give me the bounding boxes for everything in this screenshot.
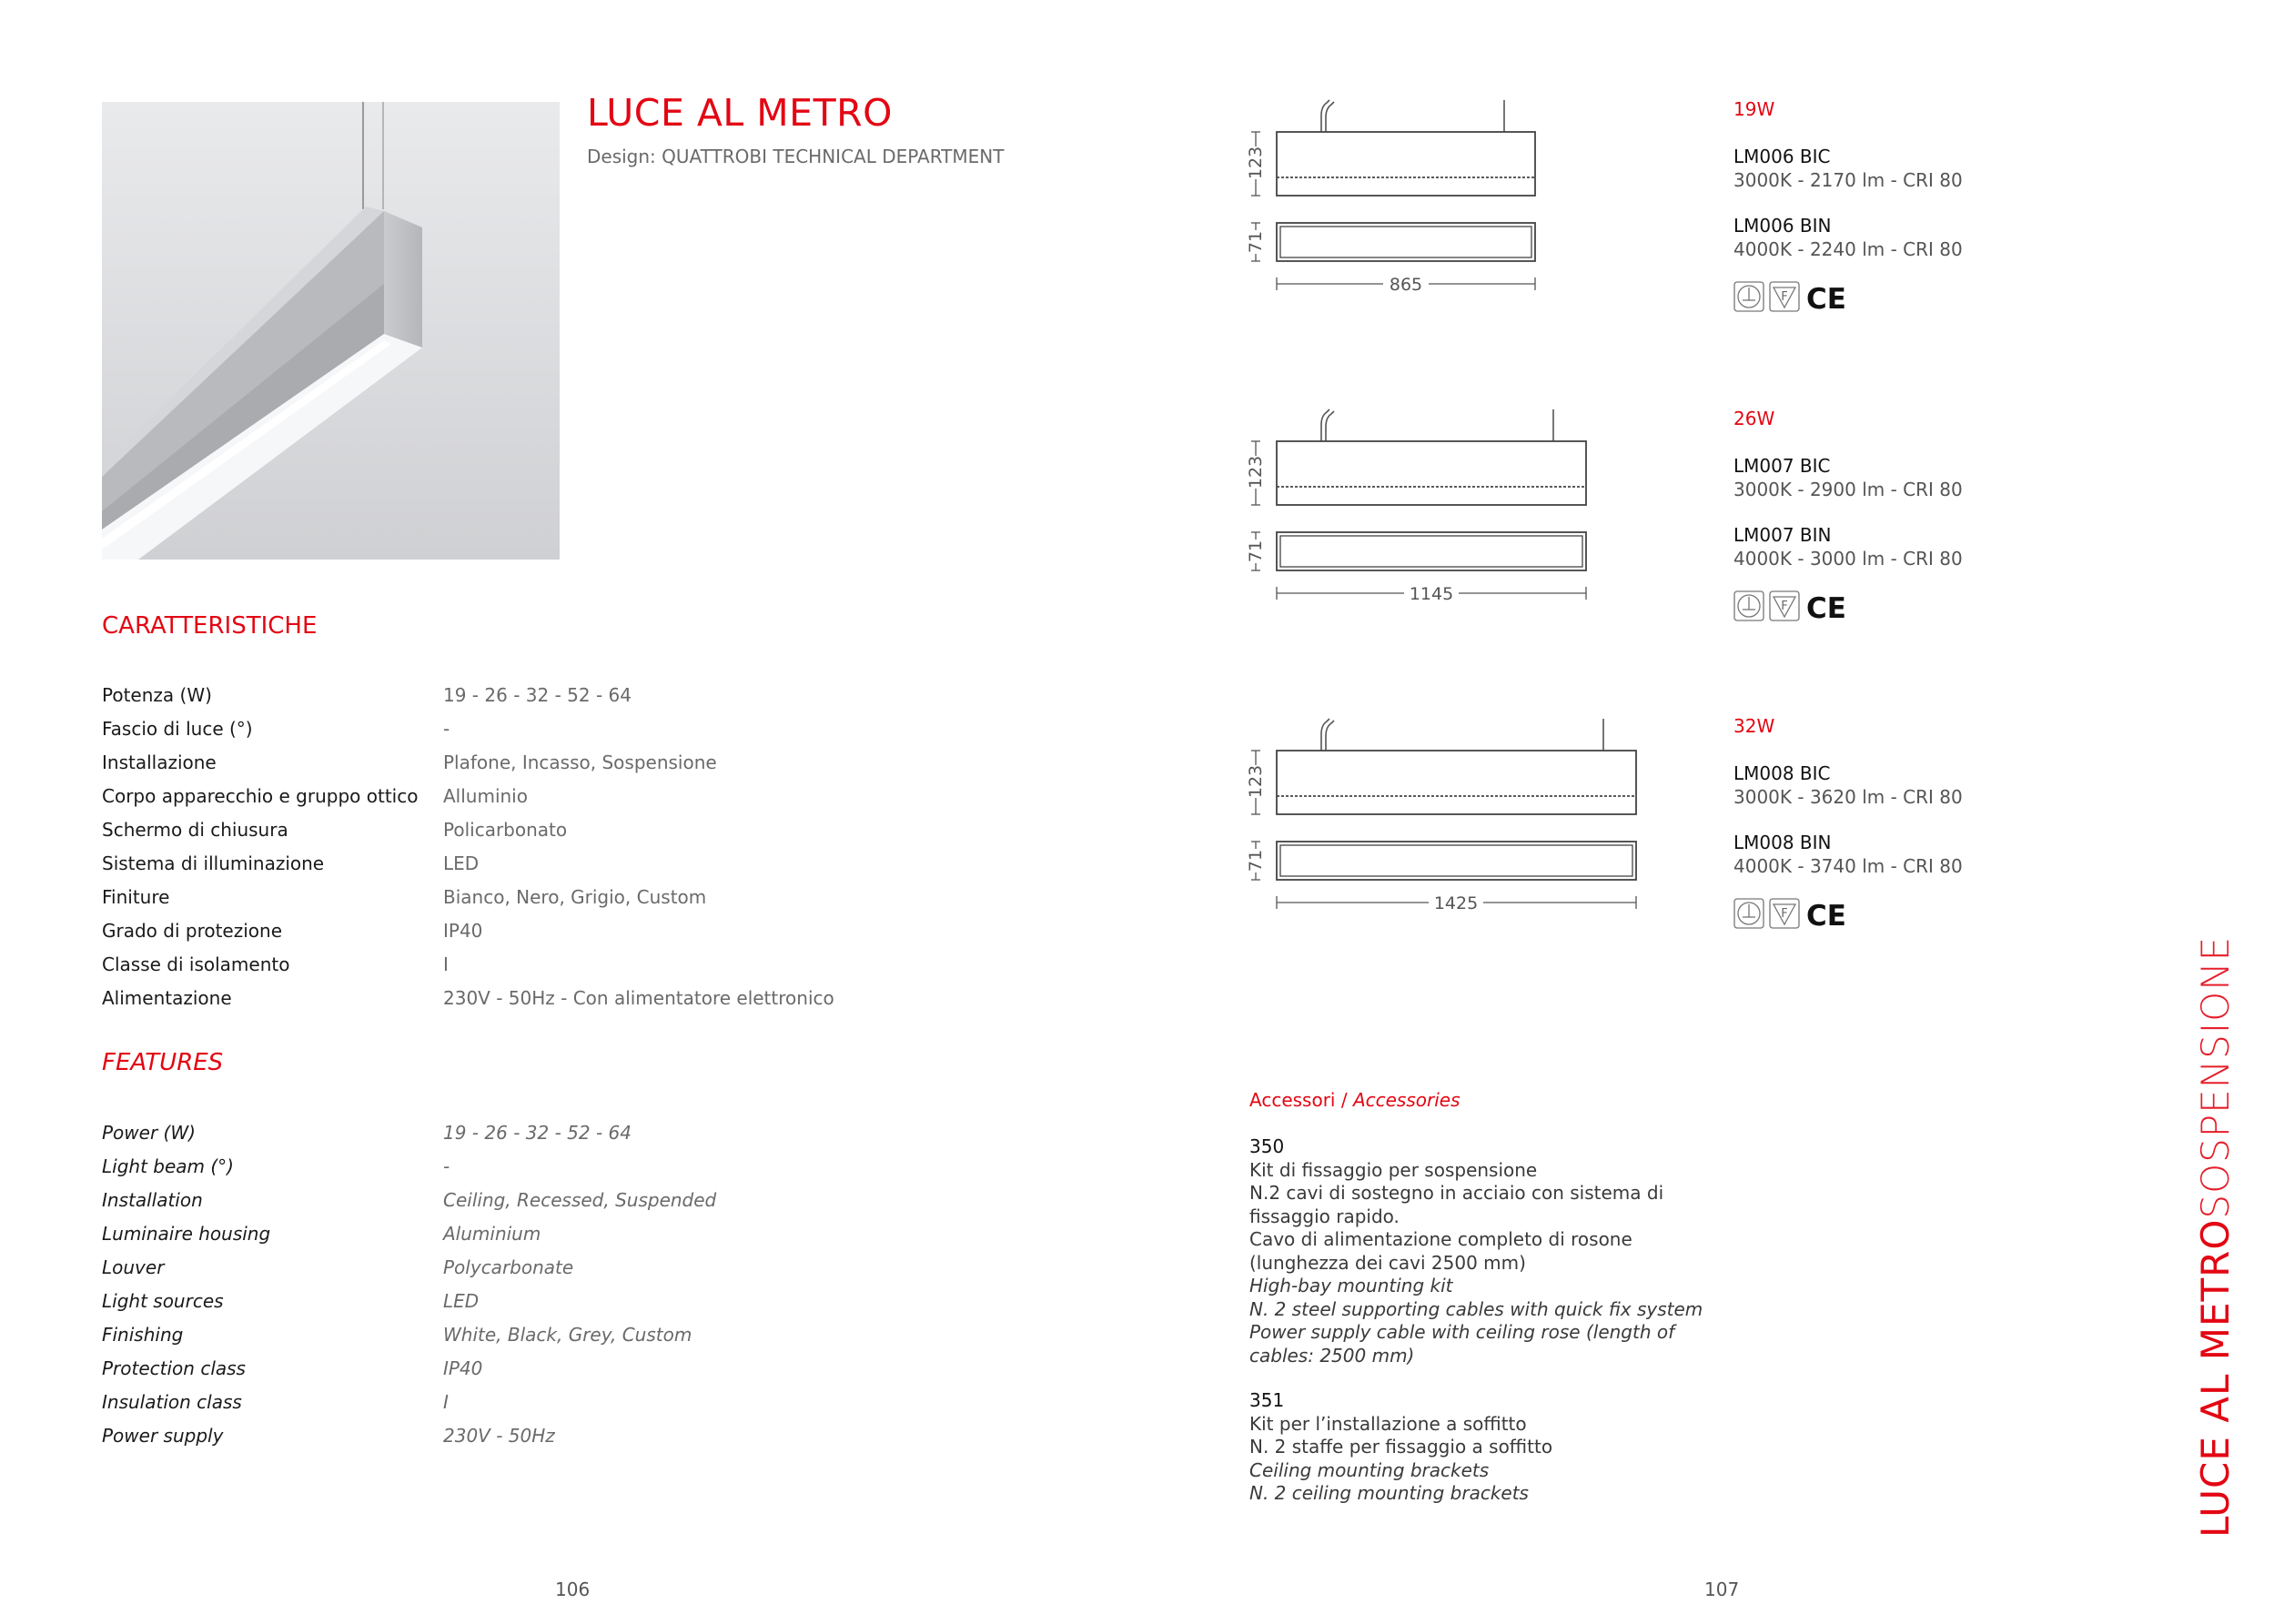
f-mark-icon (1770, 282, 1799, 311)
feature-row-louver (0, 1251, 1092, 1285)
height-dimension: 123 (1246, 455, 1266, 489)
spec-value: I (443, 953, 449, 975)
length-dimension: 1145 (1409, 584, 1454, 604)
feature-value: Polycarbonate (443, 1256, 574, 1278)
accessory-line: Kit di fissaggio per sospensione (1249, 1158, 1538, 1181)
product-photo (102, 102, 560, 560)
feature-row-housing (0, 1217, 1092, 1251)
accessory-line: Cavo di alimentazione completo di rosone (1249, 1228, 1632, 1250)
accessory-line: fissaggio rapido. (1249, 1205, 1400, 1227)
accessories-heading-it: Accessori / (1249, 1089, 1353, 1111)
suspended-luminaire-illustration (102, 102, 560, 560)
product-detail: 4000K - 2240 lm - CRI 80 (1733, 238, 1963, 260)
spec-value: LED (443, 852, 480, 874)
spec-row-protection (0, 914, 1092, 948)
feature-key: Finishing (102, 1324, 184, 1346)
accessory-line: Ceiling mounting brackets (1249, 1458, 1490, 1481)
f-mark-label: F (1781, 600, 1788, 613)
technical-drawing-865 (1224, 96, 1570, 305)
spec-key: Installazione (102, 751, 217, 773)
page-number-left: 106 (555, 1579, 591, 1600)
technical-drawing-1425 (1224, 714, 1652, 923)
accessories-heading-en: Accessories (1352, 1089, 1460, 1111)
feature-value: LED (443, 1290, 480, 1312)
feature-value: I (443, 1391, 449, 1413)
side-title-category: SOSPENSIONE (2193, 935, 2238, 1219)
accessory-line: (lunghezza dei cavi 2500 mm) (1249, 1251, 1526, 1274)
spec-value: Plafone, Incasso, Sospensione (443, 751, 717, 773)
features-heading: FEATURES (102, 1049, 224, 1076)
features-list (0, 1116, 1092, 1462)
feature-key: Power (W) (102, 1122, 196, 1144)
spec-key: Finiture (102, 886, 170, 908)
product-code: LM008 BIN (1733, 832, 1832, 853)
spec-key: Schermo di chiusura (102, 819, 288, 841)
feature-key: Louver (102, 1256, 165, 1278)
characteristics-list (0, 679, 1092, 1024)
class-i-icon (1734, 899, 1764, 928)
length-dimension: 865 (1389, 275, 1423, 295)
accessory-code: 350 (1249, 1135, 1285, 1157)
spec-key: Corpo apparecchio e gruppo ottico (102, 785, 419, 807)
product-detail: 4000K - 3000 lm - CRI 80 (1733, 548, 1963, 570)
accessory-code: 351 (1249, 1389, 1285, 1411)
f-mark-label: F (1781, 290, 1788, 304)
spec-value: Policarbonato (443, 819, 568, 841)
ce-mark-icon: CE (1806, 283, 1846, 313)
spec-key: Sistema di illuminazione (102, 852, 325, 874)
accessory-350 (1249, 1135, 1723, 1367)
certification-marks (1733, 280, 1852, 313)
spec-key: Alimentazione (102, 987, 232, 1009)
accessory-line: Kit per l’installazione a soffitto (1249, 1412, 1527, 1435)
feature-value: Ceiling, Recessed, Suspended (443, 1189, 717, 1211)
feature-value: 19 - 26 - 32 - 52 - 64 (443, 1122, 632, 1144)
feature-row-finishing (0, 1318, 1092, 1352)
feature-value: White, Black, Grey, Custom (443, 1324, 692, 1346)
ce-mark-icon: CE (1806, 592, 1846, 622)
product-detail: 3000K - 2170 lm - CRI 80 (1733, 169, 1963, 191)
spec-key: Grado di protezione (102, 920, 283, 942)
product-code: LM008 BIC (1733, 762, 1831, 784)
feature-row-power-supply (0, 1419, 1092, 1453)
designer-credit: Design: QUATTROBI TECHNICAL DEPARTMENT (587, 146, 1005, 167)
depth-dimension: 71 (1246, 230, 1266, 254)
spec-row-power (0, 679, 1092, 712)
feature-key: Light beam (°) (102, 1155, 234, 1177)
accessory-line: N. 2 steel supporting cables with quick fix system (1249, 1297, 1703, 1320)
spec-row-insulation (0, 948, 1092, 982)
depth-dimension: 71 (1246, 540, 1266, 563)
spec-key: Classe di isolamento (102, 953, 290, 975)
product-code: LM006 BIN (1733, 215, 1832, 237)
feature-value: - (443, 1155, 450, 1177)
spec-value: 19 - 26 - 32 - 52 - 64 (443, 684, 632, 706)
ce-mark-icon: CE (1806, 900, 1846, 930)
feature-row-protection (0, 1352, 1092, 1386)
feature-key: Power supply (102, 1425, 224, 1447)
accessory-line: cables: 2500 mm) (1249, 1344, 1415, 1367)
feature-key: Insulation class (102, 1391, 242, 1413)
technical-drawing-1145 (1224, 405, 1606, 614)
accessories-heading (1249, 1089, 1460, 1111)
spec-row-lighting-system (0, 847, 1092, 881)
feature-row-light-sources (0, 1285, 1092, 1318)
spec-value: IP40 (443, 920, 483, 942)
product-code: LM006 BIC (1733, 146, 1831, 167)
length-dimension: 1425 (1433, 893, 1479, 913)
spec-key: Fascio di luce (°) (102, 718, 253, 740)
wattage-32w: 32W (1733, 715, 1775, 737)
feature-value: IP40 (443, 1357, 483, 1379)
spec-key: Potenza (W) (102, 684, 212, 706)
accessory-line: N.2 cavi di sostegno in acciaio con sistema di (1249, 1182, 1664, 1204)
product-detail: 3000K - 2900 lm - CRI 80 (1733, 479, 1963, 500)
accessory-line: N. 2 staffe per fissaggio a soffitto (1249, 1436, 1553, 1458)
f-mark-label: F (1781, 907, 1788, 921)
class-i-icon (1734, 591, 1764, 620)
characteristics-heading: CARATTERISTICHE (102, 612, 318, 640)
certification-marks (1733, 590, 1852, 622)
feature-row-beam (0, 1150, 1092, 1184)
feature-key: Installation (102, 1189, 203, 1211)
spec-row-housing (0, 780, 1092, 813)
height-dimension: 123 (1246, 146, 1266, 180)
spec-value: 230V - 50Hz - Con alimentatore elettronico (443, 987, 834, 1009)
spec-row-finishes (0, 881, 1092, 914)
spec-row-screen (0, 813, 1092, 847)
spec-value: Alluminio (443, 785, 528, 807)
feature-value: 230V - 50Hz (443, 1425, 555, 1447)
page-number-right: 107 (1704, 1579, 1740, 1600)
feature-key: Luminaire housing (102, 1223, 271, 1245)
spec-value: - (443, 718, 450, 740)
accessory-351 (1249, 1389, 1723, 1506)
feature-key: Light sources (102, 1290, 224, 1312)
f-mark-icon (1770, 591, 1799, 620)
side-section-title (2193, 936, 2238, 1538)
side-title-product: LUCE AL METRO (2193, 1218, 2238, 1538)
certification-marks (1733, 897, 1852, 930)
accessory-line: N. 2 ceiling mounting brackets (1249, 1482, 1529, 1504)
feature-row-insulation (0, 1386, 1092, 1419)
feature-key: Protection class (102, 1357, 246, 1379)
accessory-line: High-bay mounting kit (1249, 1275, 1453, 1296)
spec-row-installation (0, 746, 1092, 780)
spec-row-beam (0, 712, 1092, 746)
f-mark-icon (1770, 899, 1799, 928)
feature-row-installation (0, 1184, 1092, 1217)
depth-dimension: 71 (1246, 849, 1266, 873)
class-i-icon (1734, 282, 1764, 311)
product-code: LM007 BIN (1733, 524, 1832, 546)
spec-row-power-supply (0, 982, 1092, 1015)
wattage-19w: 19W (1733, 98, 1775, 120)
wattage-26w: 26W (1733, 408, 1775, 429)
product-detail: 3000K - 3620 lm - CRI 80 (1733, 786, 1963, 808)
feature-value: Aluminium (443, 1223, 541, 1245)
page-title: LUCE AL METRO (587, 91, 893, 135)
height-dimension: 123 (1246, 764, 1266, 799)
feature-row-power (0, 1116, 1092, 1150)
spec-value: Bianco, Nero, Grigio, Custom (443, 886, 707, 908)
product-code: LM007 BIC (1733, 455, 1831, 477)
accessory-line: Power supply cable with ceiling rose (length of (1249, 1321, 1675, 1343)
product-detail: 4000K - 3740 lm - CRI 80 (1733, 855, 1963, 877)
